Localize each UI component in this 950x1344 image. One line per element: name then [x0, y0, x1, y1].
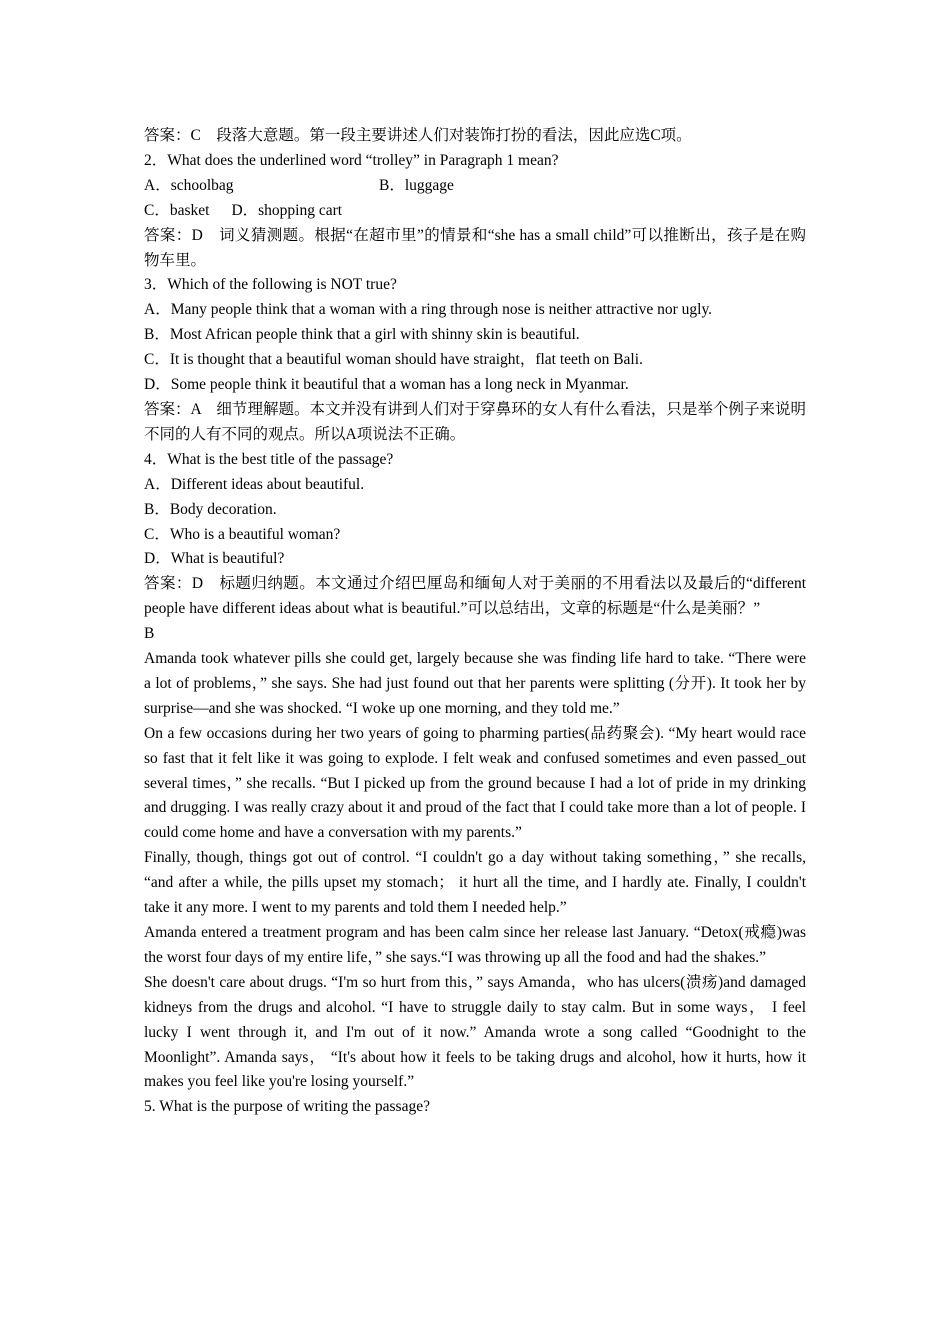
- answer-2: 答案：D 词义猜测题。根据“在超市里”的情景和“she has a small child”可以推断出，孩子是在购物车里。: [144, 226, 806, 269]
- option-b: B．Body decoration.: [144, 500, 277, 518]
- option-b: B．luggage: [379, 176, 454, 194]
- passage-paragraph: Finally, though, things got out of control. “I couldn't go a day without taking something，” she recalls, “and after a while, the pills upset my stomach； it hurt all the time, and I hardly ate. Finally, I couldn't take it any more. I went to my parents and told them I needed help.”: [144, 849, 806, 917]
- option-d: D．Some people think it beautiful that a woman has a long neck in Myanmar.: [144, 376, 629, 394]
- answer-1: 答案：C 段落大意题。第一段主要讲述人们对装饰打扮的看法，因此应选C项。: [144, 127, 692, 144]
- option-c: C．It is thought that a beautiful woman should have straight，flat teeth on Bali.: [144, 351, 643, 369]
- option-c: C．basket: [144, 201, 210, 219]
- option-b: B．Most African people think that a girl with shinny skin is beautiful.: [144, 326, 580, 344]
- passage-paragraph: She doesn't care about drugs. “I'm so hurt from this，” says Amanda，who has ulcers(溃疡)and damaged kidneys from the drugs and alcohol. “I have to struggle daily to stay calm. But in some ways， I feel lucky I went through it, and I'm out of it now.” Amanda wrote a song called “Goodnight to the Moonlight”. Amanda says， “It's about how it feels to be taking drugs and alcohol, how it hurts, how it makes you feel like you're losing yourself.”: [144, 973, 806, 1091]
- passage-paragraph: On a few occasions during her two years of going to pharming parties(品药聚会). “My heart would race so fast that it felt like it was going to explode. I felt weak and confused sometimes and even passed_out several times，” she recalls. “But I picked up from the ground because I had a lot of pride in my drinking and drugging. I was really crazy about it and proud of the fact that I could take more than a lot of people. I could come home and have a conversation with my parents.”: [144, 724, 806, 842]
- passage-paragraph: Amanda took whatever pills she could get, largely because she was finding life hard to take. “There were a lot of problems，” she says. She had just found out that her parents were splitting (分开). It took her by surprise—and she was shocked. “I woke up one morning, and they told me.”: [144, 650, 806, 717]
- passage-paragraph: Amanda entered a treatment program and has been calm since her release last January. “Detox(戒瘾)was the worst four days of my entire life，” she says.“I was throwing up all the food and had the shakes.”: [144, 924, 806, 966]
- question-5: 5. What is the purpose of writing the passage?: [144, 1098, 430, 1116]
- document-page: [144, 124, 806, 1120]
- option-a: A．Different ideas about beautiful.: [144, 475, 365, 493]
- answer-4: 答案：D 标题归纳题。本文通过介绍巴厘岛和缅甸人对于美丽的不用看法以及最后的“different people have different ideas about what is beautiful.”可以总结出，文章的标题是“什么是美丽？”: [144, 575, 806, 618]
- answer-3: 答案：A 细节理解题。本文并没有讲到人们对于穿鼻环的女人有什么看法，只是举个例子来说明不同的人有不同的观点。所以A项说法不正确。: [144, 400, 806, 443]
- section-heading: B: [144, 625, 155, 643]
- option-a: A．schoolbag: [144, 176, 234, 194]
- question-2-options-row-1: [144, 174, 806, 199]
- question-2: 2．What does the underlined word “trolley” in Paragraph 1 mean?: [144, 151, 559, 169]
- option-d: D．What is beautiful?: [144, 550, 285, 568]
- question-4: 4．What is the best title of the passage?: [144, 450, 394, 468]
- question-3: 3．Which of the following is NOT true?: [144, 276, 397, 294]
- option-d: D．shopping cart: [231, 201, 343, 219]
- option-c: C．Who is a beautiful woman?: [144, 525, 341, 543]
- question-2-options-row-2: [144, 199, 806, 224]
- option-a: A．Many people think that a woman with a ring through nose is neither attractive nor ugly.: [144, 301, 713, 319]
